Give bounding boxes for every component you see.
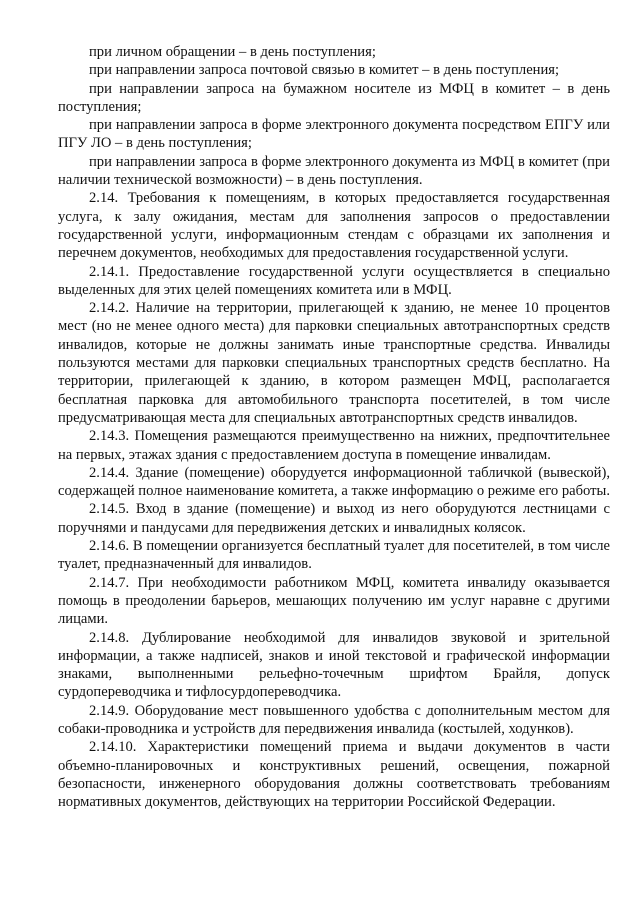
paragraph-2-14-6: 2.14.6. В помещении организуется бесплатный туалет для посетителей, в том числе туалет, предназначенный для инвалидов.	[58, 538, 610, 573]
paragraph-electronic-request-mfc: при направлении запроса в форме электронного документа из МФЦ в комитет (при наличии технической возможности) – в день поступления.	[58, 153, 610, 189]
paragraph-electronic-request-epgu: при направлении запроса в форме электронного документа посредством ЕПГУ или ПГУ ЛО – в день поступления;	[58, 117, 610, 152]
paragraph-2-14-4: 2.14.4. Здание (помещение) оборудуется информационной табличкой (вывеской), содержащей полное наименование комитета, а также информацию о режиме его работы.	[58, 464, 610, 500]
paragraph-2-14-3: 2.14.3. Помещения размещаются преимущественно на нижних, предпочтительнее на первых, этажах здания с предоставлением доступа в помещение инвалидам.	[58, 428, 610, 463]
paragraph-2-14-9: 2.14.9. Оборудование мест повышенного удобства с дополнительным местом для собаки-проводника и устройств для передвижения инвалида (костылей, ходунков).	[58, 702, 610, 737]
paragraph-paper-request-mfc: при направлении запроса на бумажном носителе из МФЦ в комитет – в день поступления;	[58, 80, 610, 115]
paragraph-2-14: 2.14. Требования к помещениям, в которых предоставляется государственная услуга, к залу ожидания, местам для заполнения запросов о предоставлении государственной услуги, информационным стендам с образцами их заполнения и перечнем документов, необходимых для предоставления государственной услуги.	[58, 190, 610, 262]
paragraph-2-14-8: 2.14.8. Дублирование необходимой для инвалидов звуковой и зрительной информации, а также надписей, знаков и иной текстовой и графической информации знаками, выполненными рельефно-точечным шрифтом Брайля, допуск сурдопереводчика и тифлосурдопереводчика.	[58, 629, 610, 701]
paragraph-2-14-7: 2.14.7. При необходимости работником МФЦ, комитета инвалиду оказывается помощь в преодолении барьеров, мешающих получению им услуг наравне с другими лицами.	[58, 574, 610, 628]
paragraph-personal-visit: при личном обращении – в день поступления;	[89, 44, 376, 60]
paragraph-2-14-10: 2.14.10. Характеристики помещений приема и выдачи документов в части объемно-планировочных и конструктивных решений, освещения, пожарной безопасности, инженерного оборудования должны соответствовать требованиям нормативных документов, действующих на территории Российской Федерации.	[58, 739, 610, 811]
paragraph-2-14-5: 2.14.5. Вход в здание (помещение) и выход из него оборудуются лестницами с поручнями и пандусами для передвижения детских и инвалидных колясок.	[58, 501, 610, 536]
paragraph-postal-request: при направлении запроса почтовой связью в комитет – в день поступления;	[89, 62, 560, 79]
paragraph-2-14-2: 2.14.2. Наличие на территории, прилегающей к зданию, не менее 10 процентов мест (но не менее одного места) для парковки специальных автотранспортных средств инвалидов, которые не должны занимать иные транспортные средства. Инвалиды пользуются местами для парковки специальных транспортных средств бесплатно. На территории, прилегающей к зданию, в котором размещен МФЦ, располагается бесплатная парковка для автомобильного транспорта посетителей, в том числе предусматривающая места для специальных автотранспортных средств инвалидов.	[58, 300, 610, 426]
paragraph-2-14-1: 2.14.1. Предоставление государственной услуги осуществляется в специально выделенных для этих целей помещениях комитета или в МФЦ.	[58, 263, 610, 298]
